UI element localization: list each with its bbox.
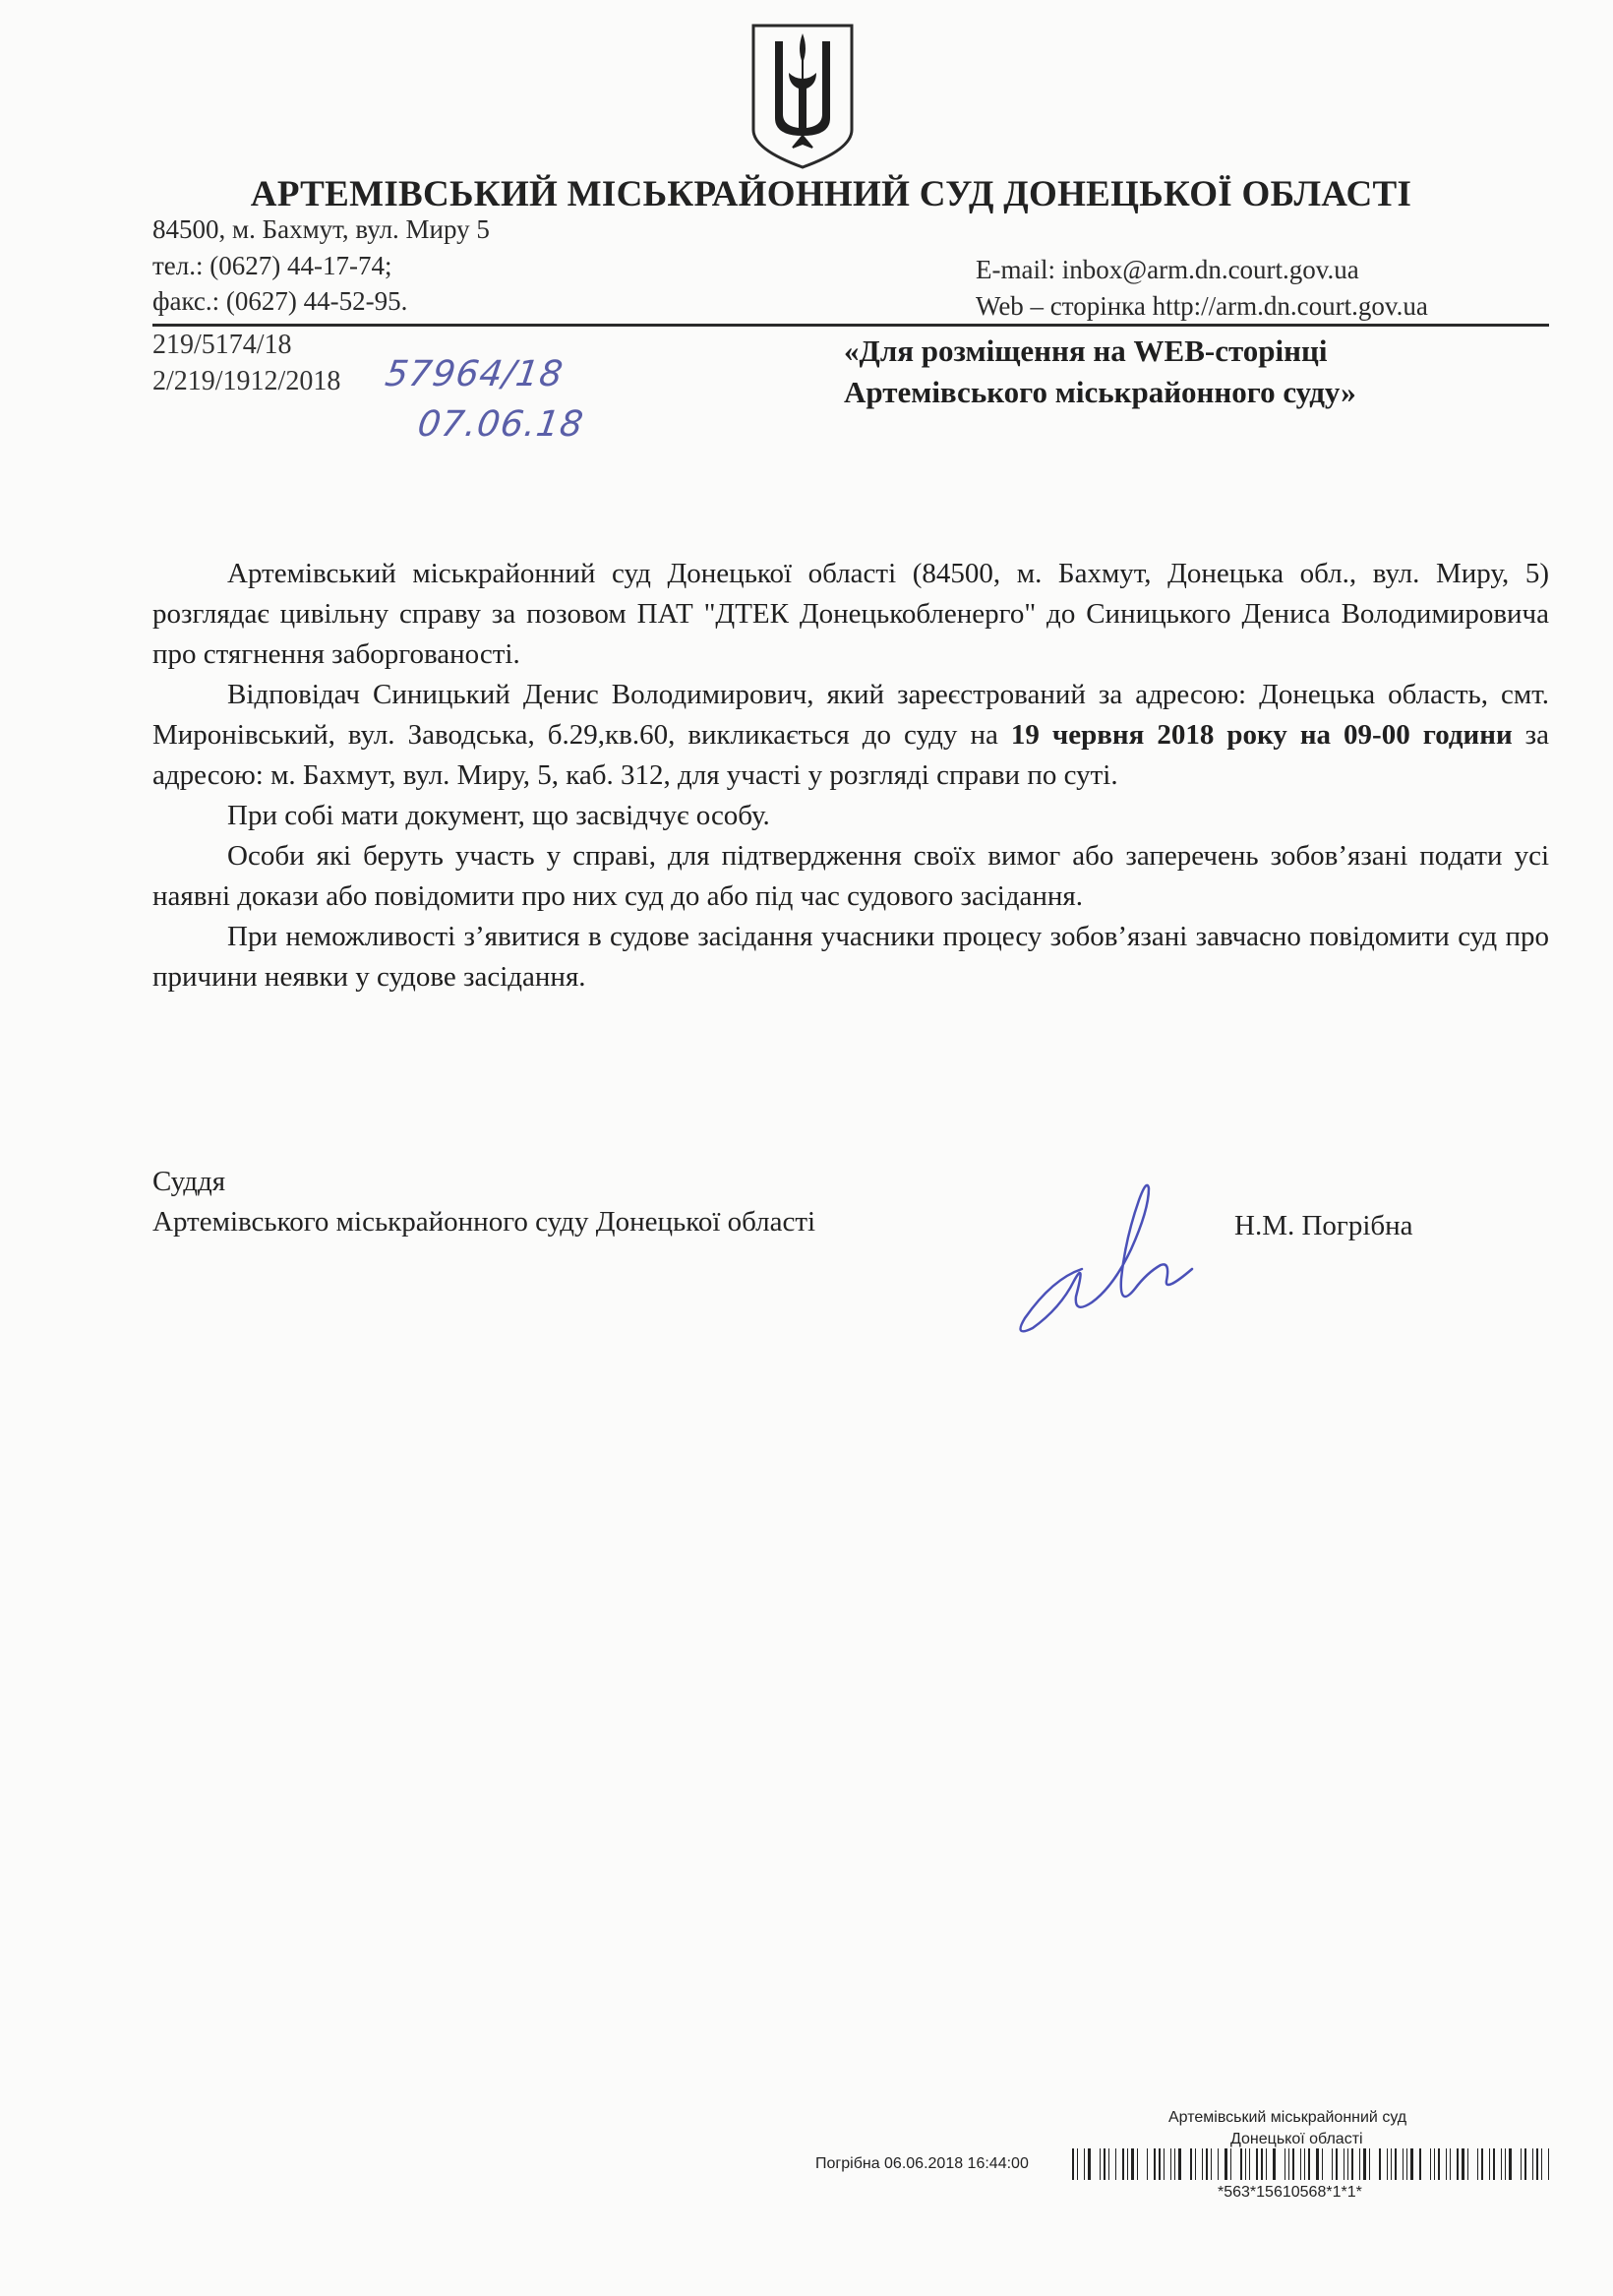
- court-address: 84500, м. Бахмут, вул. Миру 5: [152, 214, 490, 244]
- handwritten-registration-date: 07.06.18: [415, 404, 587, 445]
- summons-text-start: Відповідач Синицький Денис Володимирович, який зареєстрований за адресою: Донецька область, смт. Миронівський, вул. Заводська, б.29,кв.60, викликається до суду на: [152, 679, 1549, 751]
- coat-of-arms-icon: [746, 20, 860, 171]
- web-note-line-1: «Для розміщення на WEB-сторінці: [844, 333, 1328, 368]
- court-name: АРТЕМІВСЬКИЙ МІСЬКРАЙОННИЙ СУД ДОНЕЦЬКОЇ ОБЛАСТІ: [250, 174, 1412, 214]
- court-phone: тел.: (0627) 44-17-74;: [152, 251, 392, 280]
- paragraph-case: Артемівський міськрайонний суд Донецької області (84500, м. Бахмут, Донецька обл., вул. Миру, 5) розглядає цивільну справу за позовом ПАТ "ДТЕК Донецькобленерго" до Синицького Дениса Володимировича про стягнення заборгованості.: [152, 558, 1549, 670]
- stamp-registered: Погрібна 06.06.2018 16:44:00: [815, 2155, 1029, 2172]
- paragraph-absence: При неможливості з’явитися в судове засідання учасники процесу зобов’язані завчасно повідомити суд про причини неявки у судове засідання.: [152, 921, 1549, 993]
- summons-text-end: за адресою: м. Бахмут, вул. Миру, 5, каб. 312, для участі у розгляді справи по суті.: [152, 719, 1550, 791]
- court-fax: факс.: (0627) 44-52-95.: [152, 286, 408, 316]
- stamp-court-line-2: Донецької області: [1230, 2131, 1363, 2147]
- proceeding-number: 2/219/1912/2018: [152, 366, 341, 396]
- notice-body: [152, 554, 1549, 997]
- barcode-number: *563*15610568*1*1*: [1218, 2184, 1362, 2201]
- handwritten-signature-icon: [1013, 1171, 1210, 1338]
- case-number: 219/5174/18: [152, 330, 292, 360]
- judge-court: Артемівського міськрайонного суду Донецької області: [152, 1206, 816, 1238]
- judge-title: Суддя: [152, 1166, 226, 1197]
- hearing-date-time: 19 червня 2018 року на 09-00 години: [1010, 719, 1513, 751]
- paragraph-summons: [152, 675, 1549, 796]
- paragraph-identity-document: При собі мати документ, що засвідчує особу.: [227, 800, 770, 831]
- judge-name: Н.М. Погрібна: [1234, 1210, 1413, 1241]
- web-publication-note: [844, 331, 1356, 413]
- signature-block: [152, 1162, 815, 1242]
- paragraph-evidence: Особи які беруть участь у справі, для підтвердження своїх вимог або заперечень зобов’язані подати усі наявні докази або повідомити про них суд до або під час судового засідання.: [152, 840, 1549, 912]
- stamp-court-line-1: Артемівський міськрайонний суд: [1168, 2109, 1407, 2126]
- court-email: E-mail: inbox@arm.dn.court.gov.ua: [976, 255, 1359, 284]
- header-divider: [152, 324, 1549, 327]
- handwritten-registration-number: 57964/18: [383, 354, 567, 394]
- barcode-icon: [1072, 2148, 1554, 2182]
- court-website: Web – сторінка http://arm.dn.court.gov.ua: [976, 291, 1428, 321]
- web-note-line-2: Артемівського міськрайонного суду»: [844, 375, 1356, 409]
